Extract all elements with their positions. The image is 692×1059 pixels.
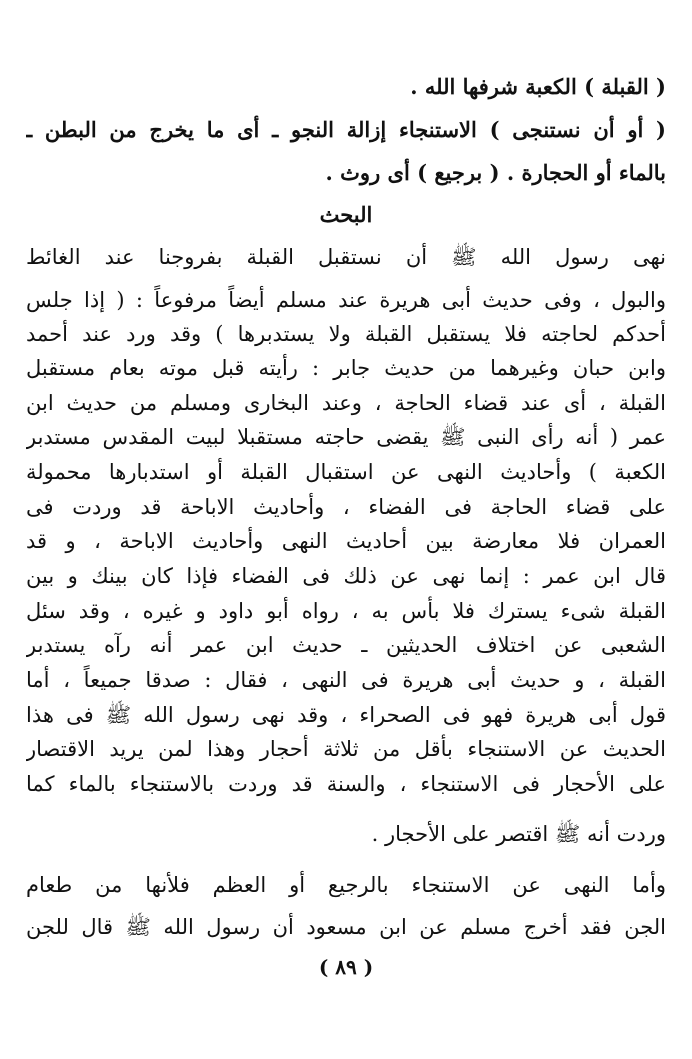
body-line-10: قال ابن عمر : إنما نهى عن ذلك فى الفضاء فإذا كان بينك و بين (26, 564, 666, 588)
body-line-17: وردت أنه ﷺ اقتصر على الأحجار . (371, 822, 666, 846)
body-line-16: على الأحجار فى الاستنجاء ، والسنة قد وردت بالاستنجاء بالماء كما (26, 772, 666, 796)
body-line-2: والبول ، وفى حديث أبى هريرة عند مسلم أيضاً مرفوعاً : ( إذا جلس (26, 288, 666, 312)
paragraph2-line-2: الجن فقد أخرج مسلم عن ابن مسعود أن رسول الله ﷺ قال للجن (26, 915, 666, 939)
body-line-13: القبلة ، و حديث أبى هريرة فى النهى ، فقال : صدقا جميعاً ، أما (26, 668, 666, 692)
section-title: البحث (319, 202, 373, 227)
body-line-4: وابن حبان وغيرهما من حديث جابر : رأيته قبل موته بعام مستقبل (26, 356, 666, 380)
body-line-14: قول أبى هريرة فهو فى الصحراء ، وقد نهى رسول الله ﷺ فى هذا (26, 703, 666, 727)
header-line-2: ( أو أن نستنجى ) الاستنجاء إزالة النجو ـ أى ما يخرج من البطن ـ (26, 117, 666, 142)
body-line-1: نهى رسول الله ﷺ أن نستقبل القبلة بفروجنا عند الغائط (26, 245, 666, 269)
body-line-15: الحديث عن الاستنجاء بأقل من ثلاثة أحجار وهذا لمن يريد الاقتصار (26, 737, 666, 761)
body-line-6: عمر ( أنه رأى النبى ﷺ يقضى حاجته مستقبلا لبيت المقدس مستدبر (26, 425, 666, 449)
body-line-5: القبلة ، أى عند قضاء الحاجة ، وعند البخارى ومسلم من حديث ابن (26, 391, 666, 415)
body-line-7: الكعبة ) وأحاديث النهى عن استقبال القبلة أو استدبارها محمولة (26, 460, 666, 484)
body-line-8: على قضاء الحاجة فى الفضاء ، وأحاديث الاباحة قد وردت فى (26, 495, 666, 519)
body-line-3: أحدكم لحاجته فلا يستقبل القبلة ولا يستدبرها ) وقد ورد عند أحمد (26, 322, 666, 346)
body-line-9: العمران فلا معارضة بين أحاديث النهى وأحاديث الاباحة ، و قد (26, 529, 666, 553)
body-line-11: القبلة شىء يسترك فلا بأس به ، رواه أبو داود و غيره ، وقد سئل (26, 599, 666, 623)
header-line-1: ( القبلة ) الكعبة شرفها الله . (410, 74, 666, 99)
header-line-3: بالماء أو الحجارة . ( برجيع ) أى روث . (325, 160, 666, 185)
page-number: ( ٨٩ ) (318, 955, 374, 979)
body-line-12: الشعبى عن اختلاف الحديثين ـ حديث ابن عمر أنه رآه يستدبر (26, 633, 666, 657)
paragraph2-line-1: وأما النهى عن الاستنجاء بالرجيع أو العظم فلأنها من طعام (26, 873, 666, 897)
